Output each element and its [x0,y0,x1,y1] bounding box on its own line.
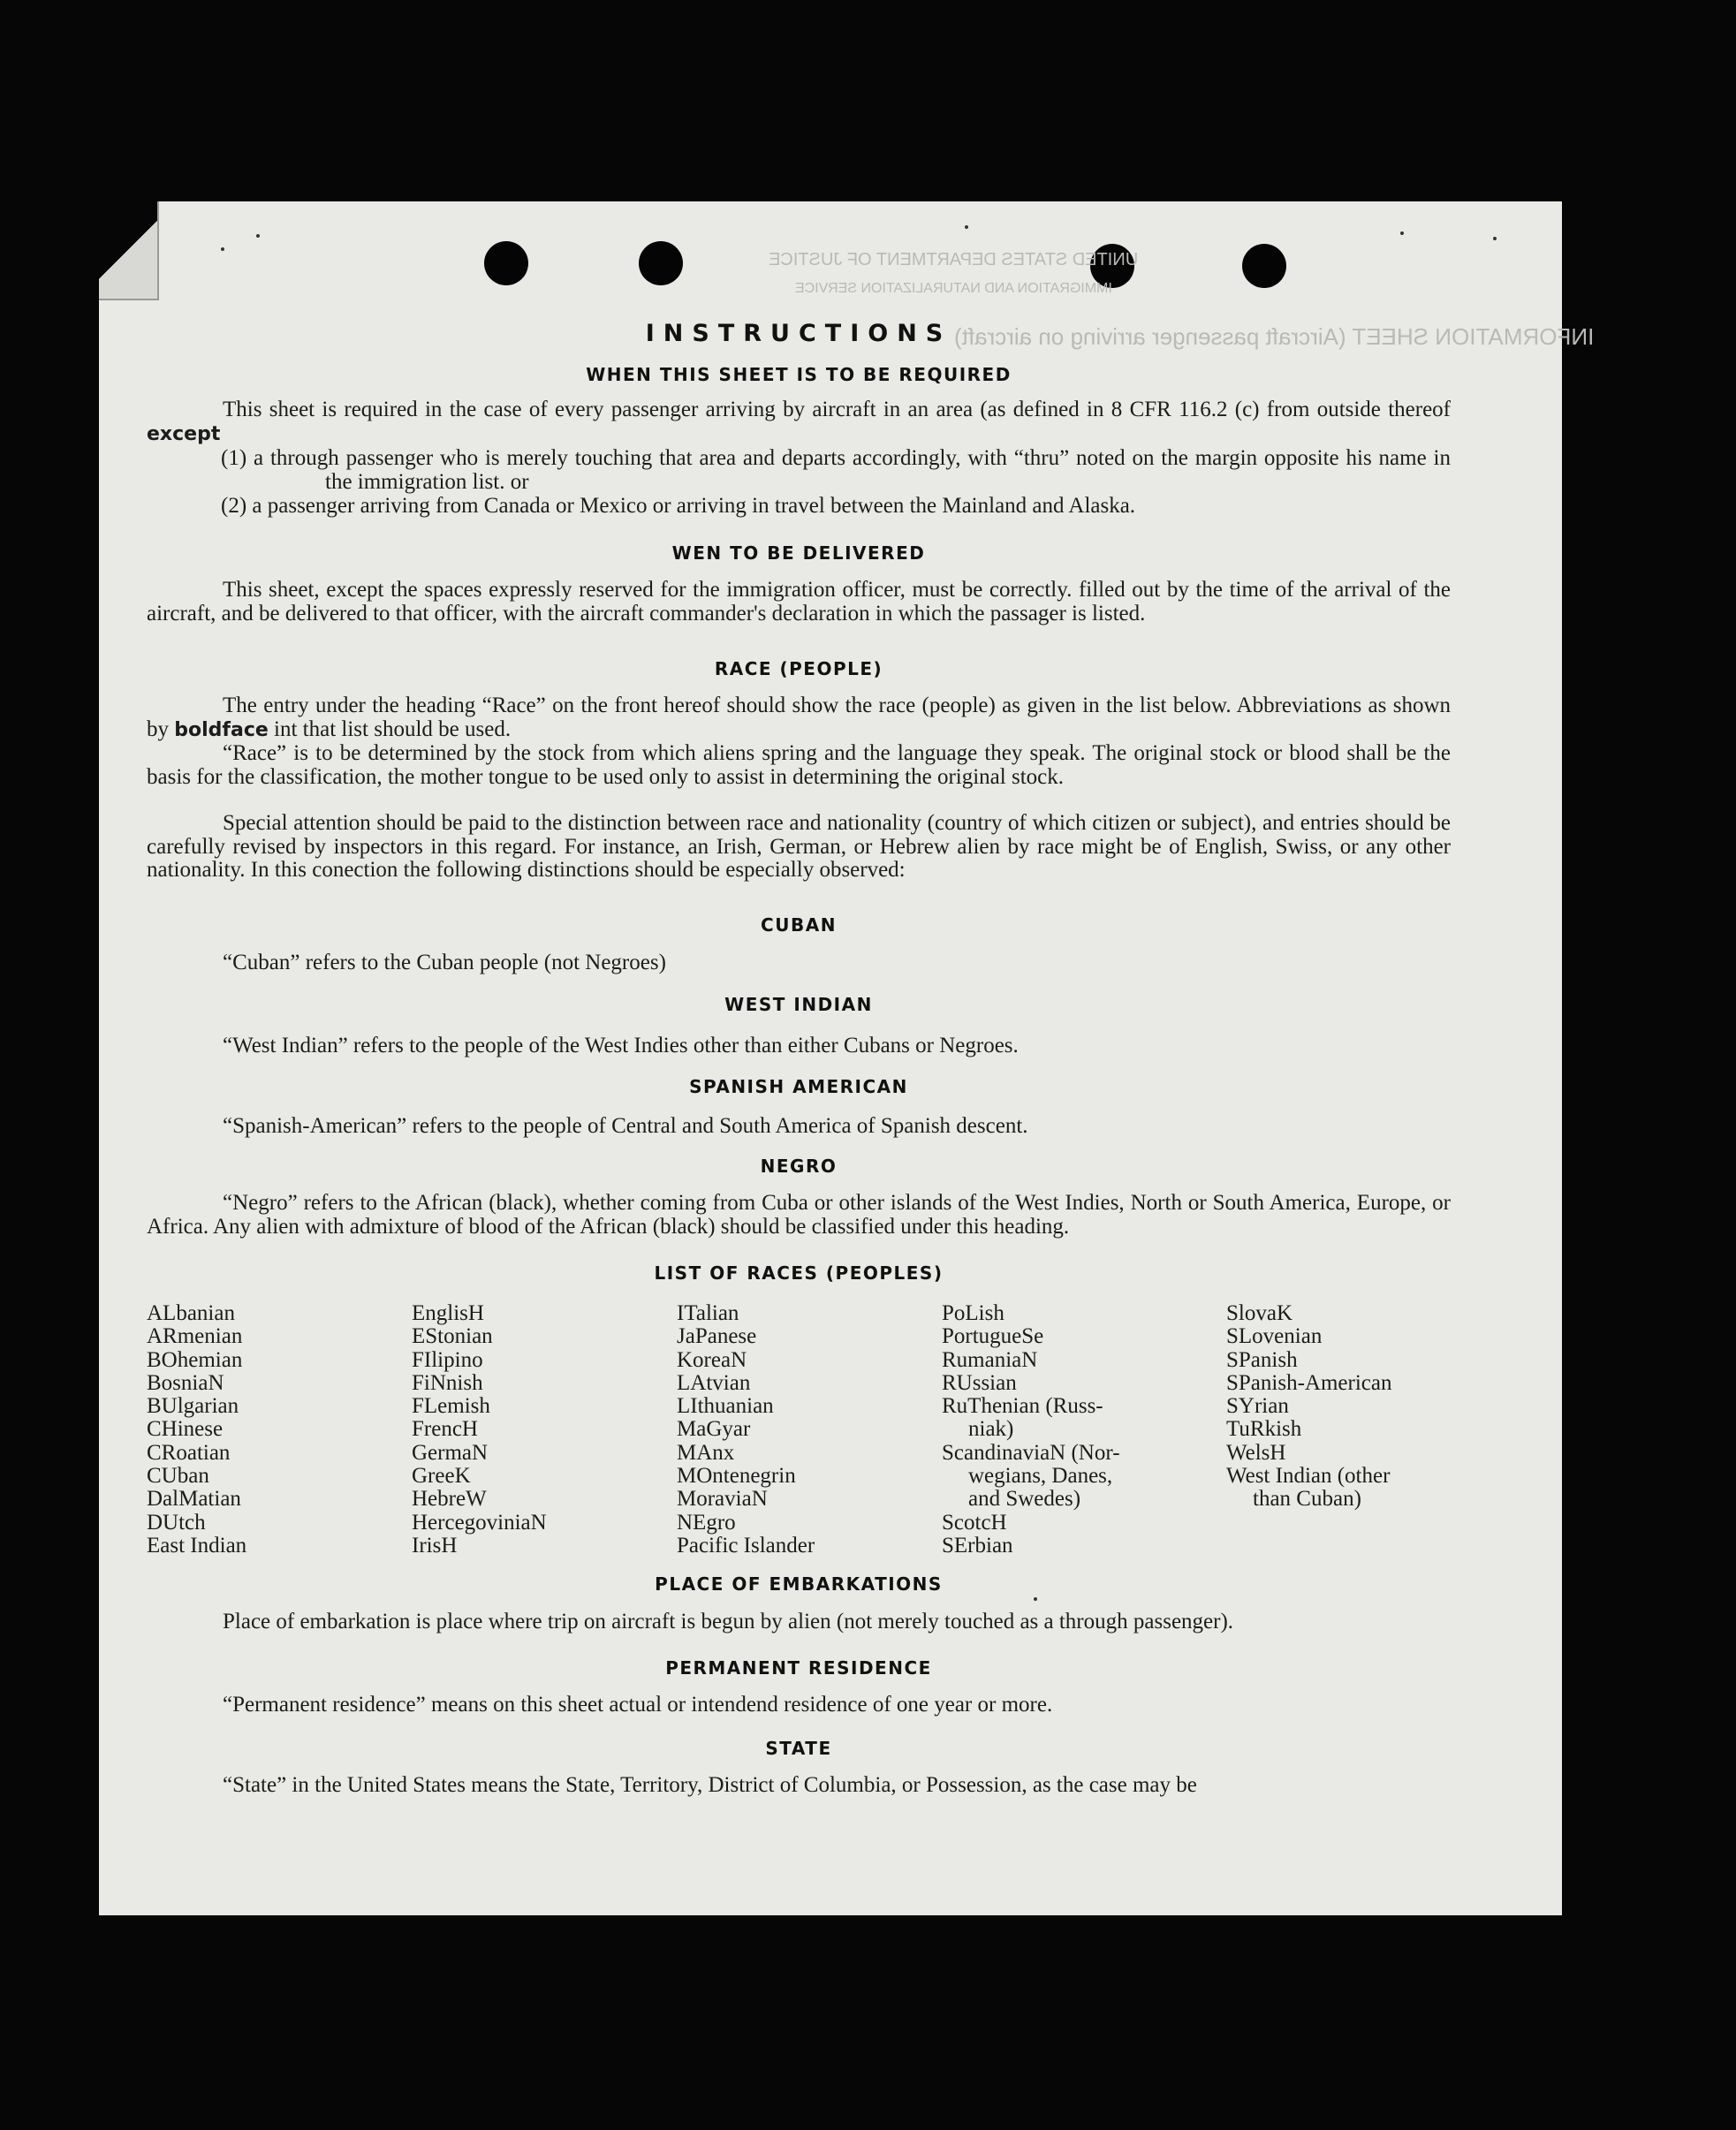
paragraph-text: The entry under the heading “Race” on the front hereof should show the race (people) as given in the list below. Abbreviations as shown by [147,694,1451,741]
race-entry: WelsH [1226,1440,1286,1465]
race-entry: FrencH [412,1417,478,1442]
race-entry: SLovenian [1226,1324,1323,1349]
race-entry: CRoatian [147,1440,231,1465]
race-entry: FLemish [412,1394,490,1419]
speck [965,225,968,229]
race-entry: HercegoviniaN [412,1510,547,1535]
race-list-column [412,1302,547,1558]
race-entry: LAtvian [677,1370,751,1395]
race-entry: SPanish [1226,1347,1298,1372]
race-entry: JaPanese [677,1324,757,1349]
paragraph: “Spanish-American” refers to the people of Central and South America of Spanish descent. [223,1114,1028,1138]
race-entry: DUtch [147,1510,206,1535]
race-entry: EStonian [412,1324,493,1349]
race-list-column [147,1302,246,1558]
bleed-through-text: UNITED STATES DEPARTMENT OF JUSTICE [769,250,1139,269]
race-entry: EnglisH [412,1301,484,1325]
race-entry: wegians, Danes, [968,1464,1113,1489]
race-entry: BosniaN [147,1370,224,1395]
page-title: INSTRUCTIONS [645,320,952,347]
paragraph: Special attention should be paid to the distinction between race and nationality (country of which citizen or subject), and entries should be carefully revised by inspectors in this regard. For instance, an Irish, German, or Hebrew alien by race might be of English, Swiss, or any other nationality. In this conection the following distinctions should be especially observed: [147,811,1451,882]
race-entry: GreeK [412,1464,471,1489]
paragraph: “State” in the United States means the State, Territory, District of Columbia, or Possession, as the case may be [223,1773,1197,1797]
keyword: boldface [174,718,269,741]
race-entry: RumaniaN [942,1347,1038,1372]
race-entry: PoLish [942,1301,1004,1325]
race-entry: KoreaN [677,1347,747,1372]
race-list-column [677,1302,815,1558]
paragraph: “Permanent residence” means on this sheet actual or intendend residence of one year or more. [223,1693,1053,1717]
list-item: (2) a passenger arriving from Canada or Mexico or arriving in travel between the Mainland and Alaska. [221,494,1136,518]
paragraph: “Cuban” refers to the Cuban people (not Negroes) [223,951,666,974]
race-entry: MOntenegrin [677,1464,796,1489]
race-entry: ALbanian [147,1301,235,1325]
race-entry: HebreW [412,1487,487,1512]
folded-corner [99,201,159,300]
race-entry: ITalian [677,1301,739,1325]
race-entry: DalMatian [147,1487,241,1512]
section-heading: STATE [765,1738,832,1759]
race-entry: East Indian [147,1533,247,1558]
section-heading: PLACE OF EMBARKATIONS [655,1573,943,1595]
speck [1034,1597,1037,1601]
race-entry: SErbian [942,1533,1013,1558]
race-entry: MaGyar [677,1417,751,1442]
keyword: except [147,422,221,445]
race-entry: MAnx [677,1440,735,1465]
speck [1400,231,1404,235]
race-entry: BOhemian [147,1347,243,1372]
punch-hole [639,241,683,285]
section-heading: LIST OF RACES (PEOPLES) [654,1262,944,1284]
speck [256,234,260,238]
race-entry: than Cuban) [1253,1487,1361,1512]
paragraph [147,694,1451,742]
paragraph-text: int that list should be used. [274,716,512,741]
section-heading: PERMANENT RESIDENCE [665,1657,932,1679]
section-heading: WEN TO BE DELIVERED [671,542,926,564]
race-entry: ScandinaviaN (Nor- [942,1440,1120,1465]
race-entry: ScotcH [942,1510,1007,1535]
race-entry: West Indian (other [1226,1464,1391,1489]
race-list-column [942,1302,1120,1558]
paragraph: “West Indian” refers to the people of the West Indies other than either Cubans or Negroes. [223,1034,1019,1057]
paragraph: “Negro” refers to the African (black), whether coming from Cuba or other islands of the West Indies, North or South America, Europe, or Africa. Any alien with admixture of blood of the African (black) should be classified under this heading. [147,1191,1451,1239]
race-entry: CHinese [147,1417,224,1442]
section-heading: CUBAN [761,914,837,936]
race-entry: NEgro [677,1510,736,1535]
race-entry: SPanish-American [1226,1370,1392,1395]
race-entry: Pacific Islander [677,1533,815,1558]
race-entry: ARmenian [147,1324,243,1349]
race-entry: LIthuanian [677,1394,774,1419]
race-entry: RUssian [942,1370,1017,1395]
section-heading: NEGRO [760,1156,838,1177]
paragraph [147,398,1451,446]
section-heading: WEST INDIAN [724,994,873,1015]
race-entry: CUban [147,1464,209,1489]
section-heading: RACE (PEOPLE) [714,658,883,679]
punch-hole [1242,244,1286,288]
speck [221,247,224,251]
race-entry: SlovaK [1226,1301,1293,1325]
race-entry: PortugueSe [942,1324,1044,1349]
punch-hole [484,241,528,285]
race-entry: FIlipino [412,1347,483,1372]
race-entry: and Swedes) [968,1487,1081,1512]
bleed-through-text: IMMIGRATION AND NATURALIZATION SERVICE [795,281,1112,296]
paragraph: Place of embarkation is place where trip on aircraft is begun by alien (not merely touched as a through passenger). [223,1610,1234,1634]
section-heading: WHEN THIS SHEET IS TO BE REQUIRED [586,364,1012,385]
race-entry: SYrian [1226,1394,1289,1419]
race-entry: MoraviaN [677,1487,768,1512]
speck [1493,237,1497,240]
race-entry: BUlgarian [147,1394,239,1419]
paragraph: “Race” is to be determined by the stock from which aliens spring and the language they speak. The original stock or blood shall be the basis for the classification, the mother tongue to be used only to assist in determining the original stock. [147,741,1451,789]
paragraph: This sheet, except the spaces expressly reserved for the immigration officer, must be correctly. filled out by the time of the arrival of the aircraft, and be delivered to that officer, with the aircraft commander's declaration in which the passager is listed. [147,578,1451,625]
race-entry: TuRkish [1226,1417,1302,1442]
race-list-column [1226,1302,1391,1512]
paragraph-text: This sheet is required in the case of every passenger arriving by aircraft in an area (as defined in 8 CFR 116.2 (c) from outside thereof [223,398,1451,421]
race-entry: niak) [968,1417,1014,1442]
race-entry: IrisH [412,1533,458,1558]
race-entry: FiNnish [412,1370,483,1395]
bleed-through-text: INFORMATION SHEET (Aircraft passenger arriving on aircraft) [954,323,1595,350]
section-heading: SPANISH AMERICAN [689,1076,908,1097]
list-item: (1) a through passenger who is merely touching that area and departs accordingly, with “thru” noted on the margin opposite his name in the immigration list. or [221,446,1451,494]
race-entry: RuThenian (Russ- [942,1394,1103,1419]
race-entry: GermaN [412,1440,489,1465]
